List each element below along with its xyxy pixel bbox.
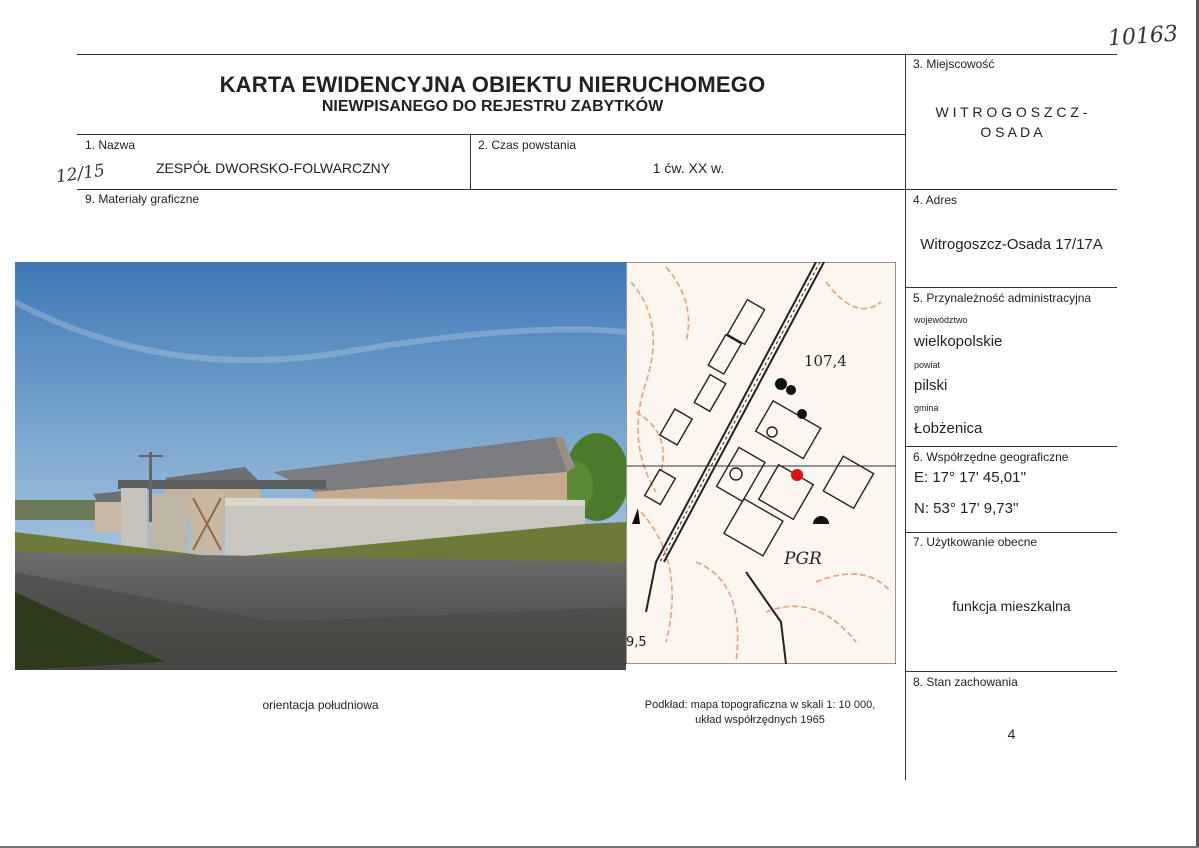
location-marker: [791, 469, 803, 481]
nazwa-hand-note: 12/15: [54, 160, 107, 188]
document-subtitle: NIEWPISANEGO DO REJESTRU ZABYTKÓW: [321, 98, 664, 115]
adres-value: Witrogoszcz-Osada 17/17A: [920, 236, 1103, 253]
coord-e: E: 17° 17' 45,01'': [914, 469, 1027, 486]
photo-caption: orientacja południowa: [262, 698, 379, 712]
miejscowosc-label: 3. Miejscowość: [913, 57, 995, 71]
gmina-label: gmina: [914, 403, 939, 413]
nazwa-value: ZESPÓŁ DWORSKO-FOLWARCZNY: [156, 160, 391, 176]
wojewodztwo-value: wielkopolskie: [914, 333, 1003, 350]
przynaleznosc-label: 5. Przynależność administracyjna: [913, 291, 1092, 305]
nazwa-label: 1. Nazwa: [85, 138, 136, 152]
miejscowosc-value-line1: W I T R O G O S Z C Z -: [935, 104, 1088, 120]
rule-after-address: [905, 287, 1117, 288]
stan-label: 8. Stan zachowania: [913, 675, 1018, 689]
top-border: [77, 54, 1117, 55]
map-pgr-label: PGR: [784, 549, 822, 569]
czas-label: 2. Czas powstania: [478, 138, 577, 152]
wojewodztwo-label: województwo: [914, 315, 968, 325]
name-time-divider: [470, 134, 471, 189]
materialy-label: 9. Materiały graficzne: [85, 192, 200, 206]
uzytkowanie-label: 7. Użytkowanie obecne: [913, 535, 1038, 549]
czas-value: 1 ćw. XX w.: [652, 160, 725, 176]
adres-label: 4. Adres: [913, 193, 958, 207]
rule-after-admin: [905, 446, 1117, 447]
coord-n: N: 53° 17' 9,73'': [914, 500, 1019, 517]
archive-number: 10163: [1107, 21, 1179, 52]
wspolrzedne-label: 6. Współrzędne geograficzne: [913, 450, 1069, 464]
map-elevation-label: 107,4: [804, 352, 847, 370]
rule-after-usage: [905, 671, 1117, 672]
powiat-value: pilski: [914, 377, 948, 394]
title-bottom-rule: [77, 134, 905, 135]
rule-after-coords: [905, 532, 1117, 533]
powiat-label: powiat: [914, 360, 941, 370]
document-title: KARTA EWIDENCYJNA OBIEKTU NIERUCHOMEGO: [219, 72, 766, 97]
gmina-value: Łobżenica: [914, 420, 983, 437]
map-corner-label: 9,5: [626, 635, 647, 650]
photo-manor-buildings: [15, 262, 626, 670]
map-caption-line2: układ współrzędnych 1965: [695, 714, 825, 726]
row-rule-1: [77, 189, 1117, 190]
stan-value: 4: [1007, 726, 1016, 742]
map-caption-line1: Podkład: mapa topograficzna w skali 1: 10 000,: [644, 699, 876, 711]
miejscowosc-value-line2: O S A D A: [980, 124, 1043, 140]
topographic-map: [626, 262, 896, 664]
uzytkowanie-value: funkcja mieszkalna: [952, 598, 1071, 614]
